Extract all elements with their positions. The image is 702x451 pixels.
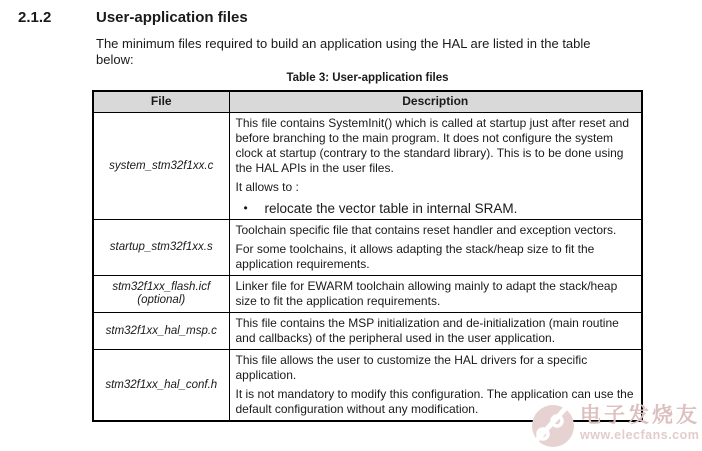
description-paragraph: This file contains the MSP initialization and de-initialization (main routine and callbacks) of the peripheral used in the user application. <box>235 316 619 345</box>
description-cell <box>229 220 642 276</box>
table-row <box>93 220 642 276</box>
table-body <box>93 113 642 422</box>
table-row <box>93 313 642 350</box>
description-paragraph: It is not mandatory to modify this configuration. The application can use the default configuration without any modification. <box>235 387 634 416</box>
file-name: startup_stm32f1xx.s <box>109 241 213 253</box>
description-cell <box>229 113 642 220</box>
description-paragraph: This file contains SystemInit() which is called at startup just after reset and before branching to the main program. It does not configure the system clock at startup (contrary to the standard library). This is to be done using the HAL APIs in the user files. <box>235 116 629 175</box>
user-application-files-table <box>92 90 643 422</box>
file-name: stm32f1xx_flash.icf <box>112 281 211 293</box>
section-number: 2.1.2 <box>18 9 52 26</box>
file-name: stm32f1xx_hal_conf.h <box>105 378 218 391</box>
description-paragraph: Linker file for EWARM toolchain allowing mainly to adapt the stack/heap size to fit the application requirements. <box>235 279 618 308</box>
file-name: stm32f1xx_hal_msp.c <box>105 324 217 337</box>
description-paragraph: It allows to : <box>235 180 299 194</box>
bullet-text: relocate the vector table in internal SRAM. <box>264 201 518 216</box>
description-cell <box>229 313 642 350</box>
table-row <box>93 350 642 422</box>
file-name: (optional) <box>137 294 186 306</box>
table-row <box>93 113 642 220</box>
table-header-row <box>93 91 642 113</box>
description-cell <box>229 350 642 422</box>
section-title: User-application files <box>96 9 248 26</box>
file-cell <box>93 113 229 220</box>
description-paragraph: For some toolchains, it allows adapting the stack/heap size to fit the application requirements. <box>235 242 595 271</box>
intro-paragraph: The minimum files required to build an application using the HAL are listed in the table below: <box>96 36 591 67</box>
file-name: system_stm32f1xx.c <box>109 159 214 172</box>
file-cell <box>93 220 229 276</box>
table-row <box>93 276 642 313</box>
bullet-icon: • <box>243 201 248 215</box>
description-column-header: Description <box>229 91 642 113</box>
file-cell <box>93 313 229 350</box>
description-paragraph: Toolchain specific file that contains reset handler and exception vectors. <box>235 223 617 237</box>
table-caption: Table 3: User-application files <box>286 72 449 84</box>
bullet-item <box>236 201 636 216</box>
description-cell <box>229 276 642 313</box>
watermark-site-name: 电子发烧友 <box>580 404 700 427</box>
description-paragraph: This file allows the user to customize the HAL drivers for a specific application. <box>235 353 588 382</box>
file-cell <box>93 350 229 422</box>
watermark-site-url: www.elecfans.com <box>580 428 700 442</box>
file-column-header: File <box>93 91 229 113</box>
file-cell <box>93 276 229 313</box>
